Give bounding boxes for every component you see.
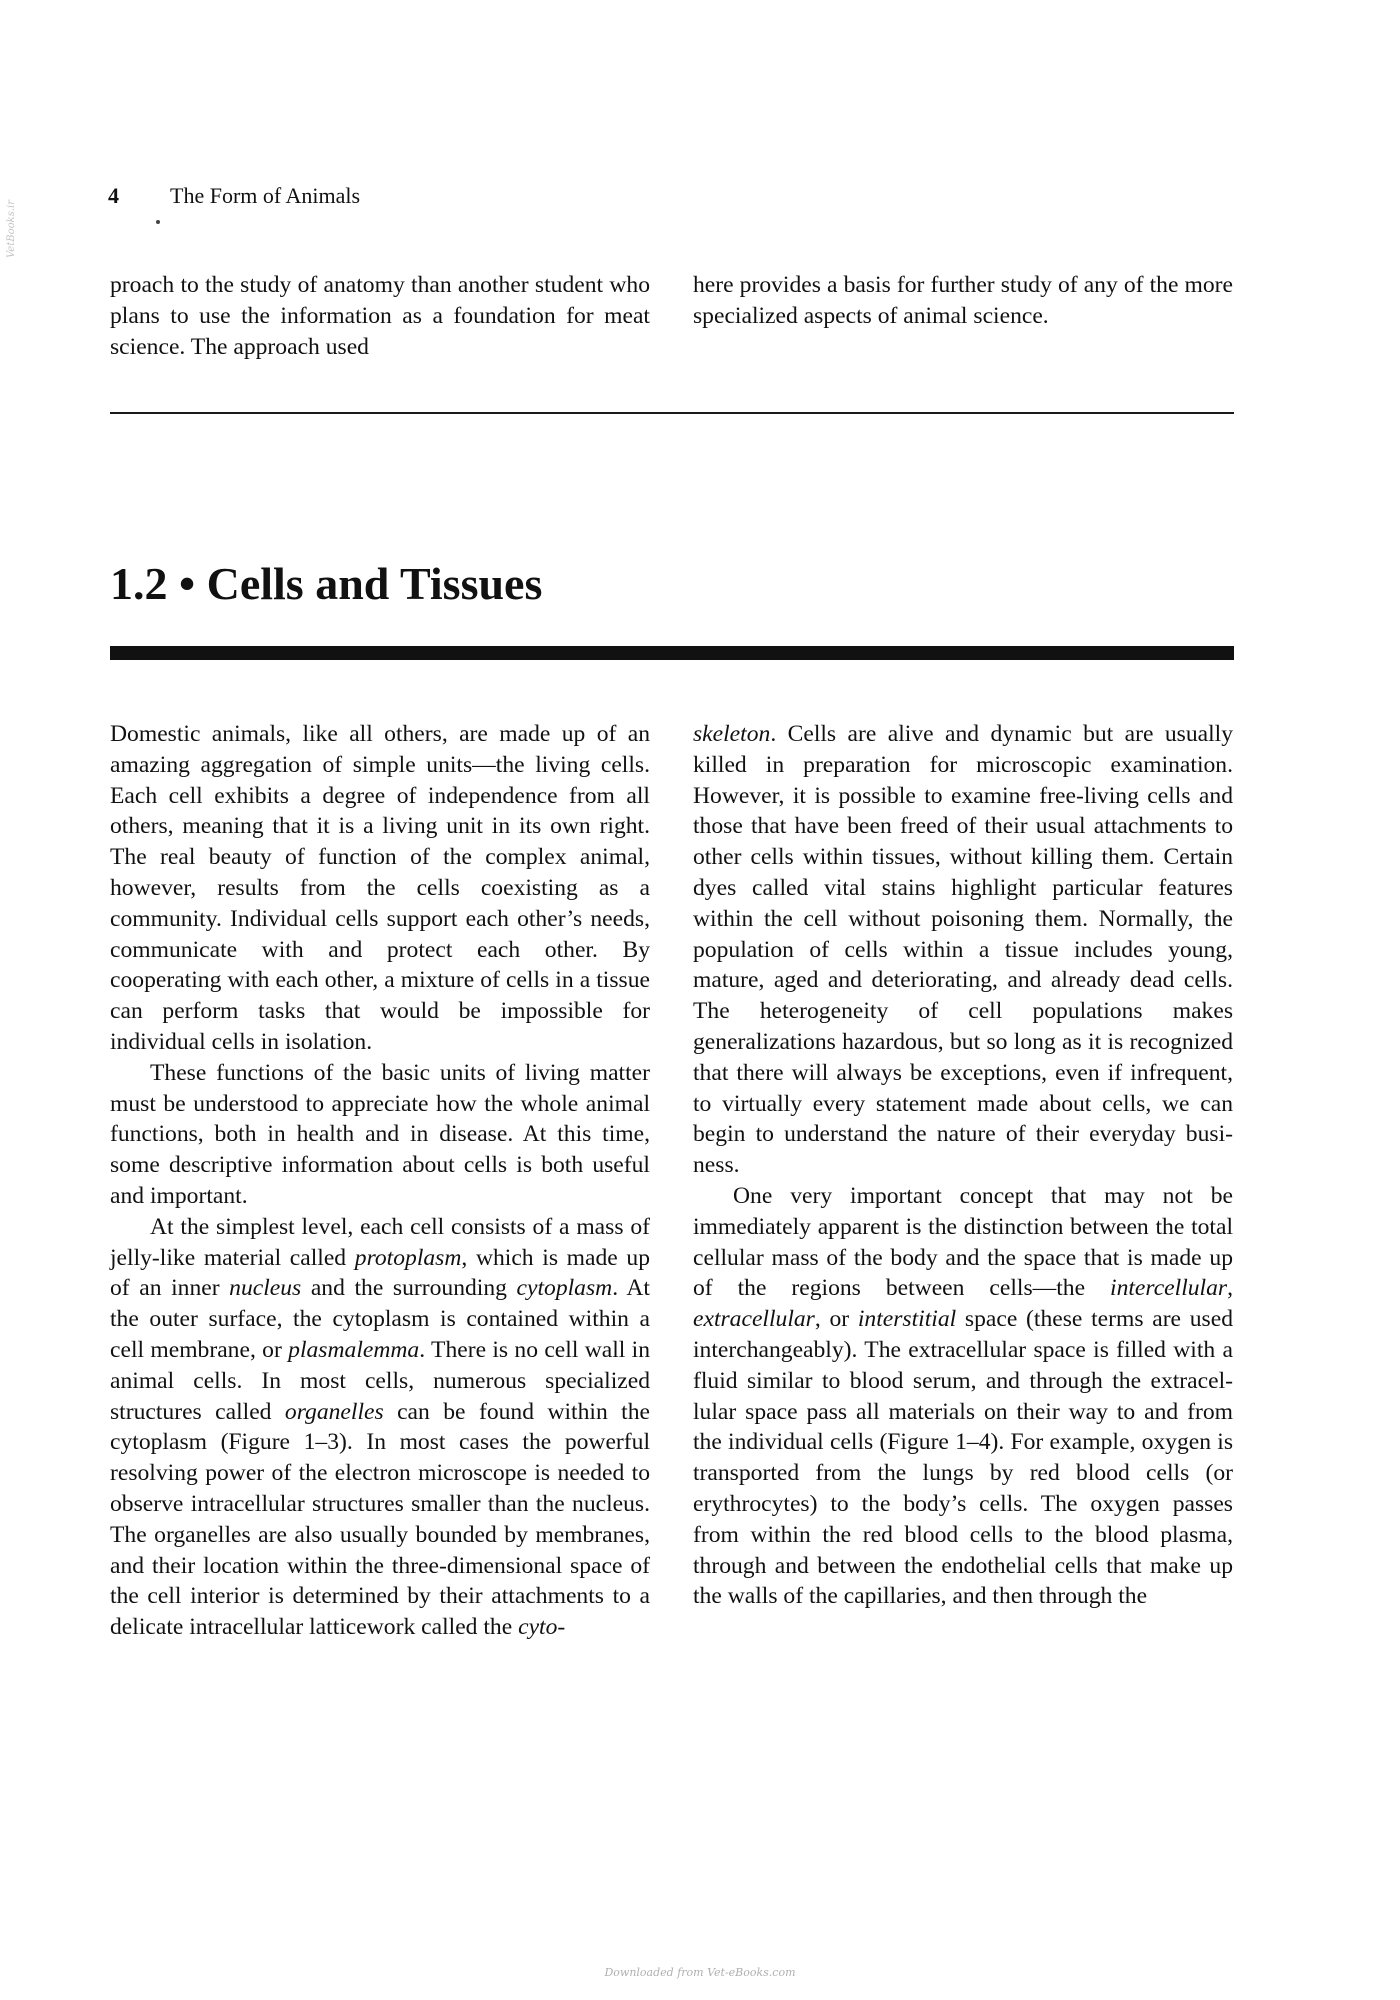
intro-right-text: here provides a basis for further study of any of the more specialized aspects of animal science. <box>693 272 1233 329</box>
text-run: , which is made up of an inner <box>110 1244 651 1302</box>
text-run: One very important concept that may not be immediately apparent is the distinction between the total cellular mass of the body and the space that is made up of the regions between cells—the <box>693 1182 1233 1302</box>
paragraph-extracellular-space <box>693 1181 1233 1612</box>
page-number: 4 <box>108 183 119 208</box>
term-cytoskeleton-end: skeleton <box>693 721 771 747</box>
term-cytoplasm: cytoplasm <box>516 1275 613 1302</box>
side-watermark: VetBooks.ir <box>6 200 17 258</box>
body-left-column <box>110 719 650 1643</box>
term-nucleus: nucleus <box>229 1275 302 1302</box>
body-right-column <box>693 719 1233 1612</box>
intro-left-column <box>110 270 650 362</box>
text-run: and the surrounding <box>301 1275 517 1302</box>
scan-speck <box>156 220 160 224</box>
text-run: . There is no cell wall in animal cells. In most cells, numerous specialized structures called <box>110 1336 651 1425</box>
section-title: 1.2 • Cells and Tissues <box>110 558 543 609</box>
paragraph-functions: These functions of the basic units of living matter must be understood to appreciate how the whole animal functions, both in health and in disease. At this time, some descriptive information about cells is both useful and important. <box>110 1059 650 1209</box>
intro-right-column <box>693 270 1233 332</box>
term-protoplasm: protoplasm <box>354 1244 462 1271</box>
term-extracellular: extracellular <box>693 1306 815 1333</box>
term-cytoskeleton-start: cyto- <box>518 1614 566 1641</box>
running-head <box>108 182 360 210</box>
term-intercellular: intercellular <box>1110 1275 1228 1302</box>
term-organelles: organelles <box>284 1398 384 1425</box>
section-divider-thin <box>110 412 1234 414</box>
text-run: . Cells are alive and dynamic but are usually killed in preparation for microscopic examination. However, it is possible to examine free-living cells and those that have been freed of their usual attachments to other cells within tissues, without killing them. Certain dyes called vital stains highlight particular features within the cell without poisoning them. Normally, the population of cells within a tissue includes young, mature, aged and deteriorating, and already dead cells. The heterogeneity of cell populations makes generalizations hazardous, but so long as it is recognized that there will always be exceptions, even if infrequent, to virtually every statement made about cells, we can begin to understand the nature of their everyday business. <box>693 721 1233 1179</box>
text-run: , or <box>814 1306 858 1333</box>
intro-left-text: proach to the study of anatomy than another student who plans to use the information as a foundation for meat science. The approach used <box>110 272 650 360</box>
text-run: can be found within the cytoplasm (Figure 1–3). In most cases the powerful resolving power of the electron microscope is needed to observe intracellular structures smaller than the nucleus. The organelles are also usually bounded by membranes, and their location within the three-dimensional space of the cell interior is determined by their attachments to a delicate intracellular latticework called the <box>110 1398 650 1641</box>
text-run: , <box>1227 1275 1233 1302</box>
running-title: The Form of Animals <box>170 183 361 208</box>
paragraph-cells-intro: Domestic animals, like all others, are made up of an amazing aggregation of simple units—the living cells. Each cell exhibits a degree of independence from all others, meaning that it is a living unit in its own right. The real beauty of function of the complex animal, however, results from the cells coexisting as a community. Individual cells support each other’s needs, communicate with and protect each other. By cooperating with each other, a mixture of cells in a tissue can perform tasks that would be impossible for individual cells in isolation. <box>110 721 650 1055</box>
text-run: At the simplest level, each cell consists of a mass of jelly-like material called <box>110 1213 650 1271</box>
footer-watermark: Downloaded from Vet-eBooks.com <box>604 1966 796 1979</box>
paragraph-cytoskeleton <box>693 719 1233 1181</box>
paragraph-protoplasm <box>110 1212 650 1643</box>
text-run: space (these terms are used interchangeably). The extracellular space is filled with a fluid similar to blood serum, and through the extracellular space pass all materials on their way to and from the individual cells (Figure 1–4). For example, oxygen is transported from the lungs by red blood cells (or erythrocytes) to the body’s cells. The oxygen passes from within the red blood cells to the blood plasma, through and between the endothelial cells that make up the walls of the capillaries, and then through the <box>693 1306 1233 1610</box>
section-divider-thick <box>110 646 1234 660</box>
term-interstitial: interstitial <box>857 1306 957 1333</box>
term-plasmalemma: plasmalemma <box>288 1336 420 1363</box>
text-run: . At the outer surface, the cytoplasm is contained within a cell membrane, or <box>110 1275 650 1363</box>
